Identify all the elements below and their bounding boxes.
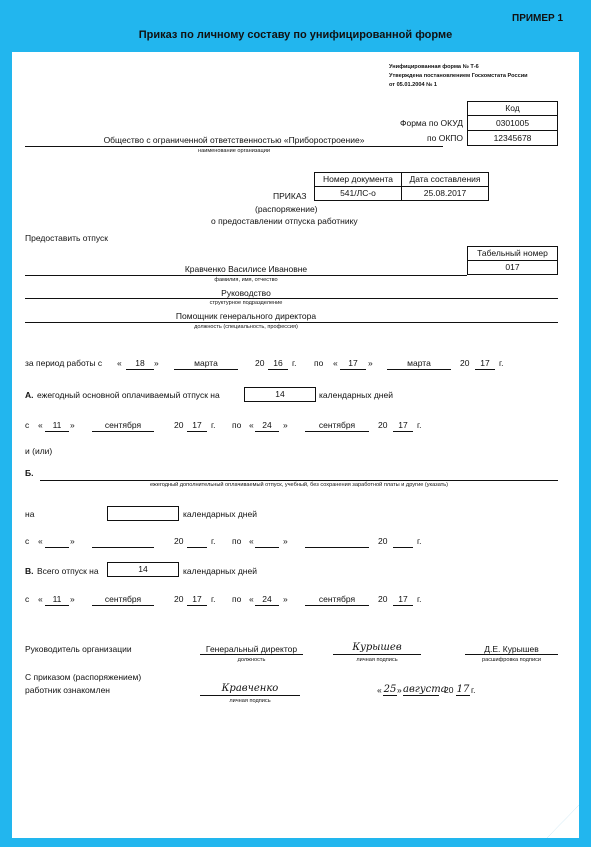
order-sub: (распоряжение) [255, 204, 318, 214]
department-caption: структурное подразделение [209, 300, 283, 306]
okud-value: 0301005 [467, 115, 558, 131]
period-from-month: марта [194, 358, 218, 368]
order-about: о предоставлении отпуска работнику [211, 216, 358, 226]
department: Руководство [221, 288, 271, 298]
ack-line1: С приказом (распоряжением) [25, 672, 142, 682]
section-a-from-day: 11 [52, 420, 62, 430]
tab-number-header: Табельный номер [467, 246, 558, 261]
section-a-label: ежегодный основной оплачиваемый отпуск на [37, 390, 220, 400]
period-to-month: марта [407, 358, 431, 368]
section-b-from-month [92, 547, 154, 548]
section-a-days: 14 [244, 387, 316, 402]
section-v-to-month: сентября [318, 594, 356, 604]
period-to-year: 17 [480, 358, 490, 368]
ack-month: августа [403, 684, 447, 695]
section-b-to-month [305, 547, 369, 548]
ack-day: 25 [383, 684, 397, 695]
head-signature: Курышев [352, 642, 402, 653]
employee-name: Кравченко Василисе Ивановне [184, 264, 308, 274]
grant-label: Предоставить отпуск [25, 233, 108, 243]
ack-line2: работник ознакомлен [25, 685, 110, 695]
section-v-label: Всего отпуск на [37, 566, 99, 576]
section-v-to-day: 24 [262, 594, 272, 604]
employee-sign-caption: личная подпись [229, 698, 271, 704]
or-label: и (или) [25, 446, 53, 456]
organization-caption: наименование организации [198, 148, 270, 154]
okpo-label: по ОКПО [427, 133, 463, 143]
section-a-from-month: сентября [104, 420, 142, 430]
employee-signature: Кравченко [221, 683, 279, 694]
section-v-from-day: 11 [52, 594, 62, 604]
head-name: Д.Е. Курышев [484, 644, 539, 654]
head-sign-caption: личная подпись [356, 657, 398, 663]
order-word: ПРИКАЗ [273, 191, 307, 201]
doc-number-header: Номер документа [314, 172, 402, 187]
period-to-day: 17 [348, 358, 358, 368]
section-a-to-year: 17 [398, 420, 408, 430]
period-from-day: 18 [135, 358, 145, 368]
section-b-days [107, 506, 179, 521]
doc-date: 25.08.2017 [401, 186, 489, 201]
section-b-to-day [255, 547, 279, 548]
section-v-days: 14 [107, 562, 179, 577]
form-header-line2: Утверждена постановлением Госкомстата России [389, 73, 528, 79]
section-a-to-day: 24 [262, 420, 272, 430]
doc-date-header: Дата составления [401, 172, 489, 187]
section-a-from-year: 17 [192, 420, 202, 430]
head-position: Генеральный директор [205, 644, 298, 654]
head-name-caption: расшифровка подписи [481, 657, 542, 663]
okpo-value: 12345678 [467, 130, 558, 146]
tab-number: 017 [467, 260, 558, 275]
doc-number: 541/ЛС-о [314, 186, 402, 201]
code-header: Код [467, 101, 558, 116]
page-title: Приказ по личному составу по унифицированной форме [138, 29, 453, 41]
section-a-letter: А. [25, 390, 34, 400]
ack-year: 17 [456, 684, 470, 695]
section-b-to-year [393, 547, 413, 548]
organization-name: Общество с ограниченной ответственностью «Приборостроение» [103, 135, 365, 145]
form-header-line1: Унифицированная форма № Т-6 [389, 64, 479, 70]
example-badge: ПРИМЕР 1 [512, 13, 564, 24]
position-caption: должность (специальность, профессия) [194, 324, 298, 330]
okud-label: Форма по ОКУД [400, 118, 463, 128]
section-b-from-day [45, 547, 69, 548]
period-from-year: 16 [273, 358, 283, 368]
section-b-caption: ежегодный дополнительный оплачиваемый отпуск, учебный, без сохранения заработной платы и другие (указать) [149, 482, 449, 488]
section-b-from-year [187, 547, 207, 548]
section-v-from-year: 17 [192, 594, 202, 604]
section-a-to-month: сентября [318, 420, 356, 430]
document-sheet [12, 52, 579, 838]
section-v-letter: В. [25, 566, 34, 576]
section-v-to-year: 17 [398, 594, 408, 604]
section-b-letter: Б. [25, 468, 34, 478]
head-position-caption: должность [237, 657, 266, 663]
employee-name-caption: фамилия, имя, отчество [214, 277, 278, 283]
form-header-line3: от 05.01.2004 № 1 [389, 82, 438, 88]
section-v-from-month: сентября [104, 594, 142, 604]
position: Помощник генерального директора [175, 311, 317, 321]
period-label: за период работы с [25, 358, 103, 368]
head-label: Руководитель организации [25, 644, 132, 654]
